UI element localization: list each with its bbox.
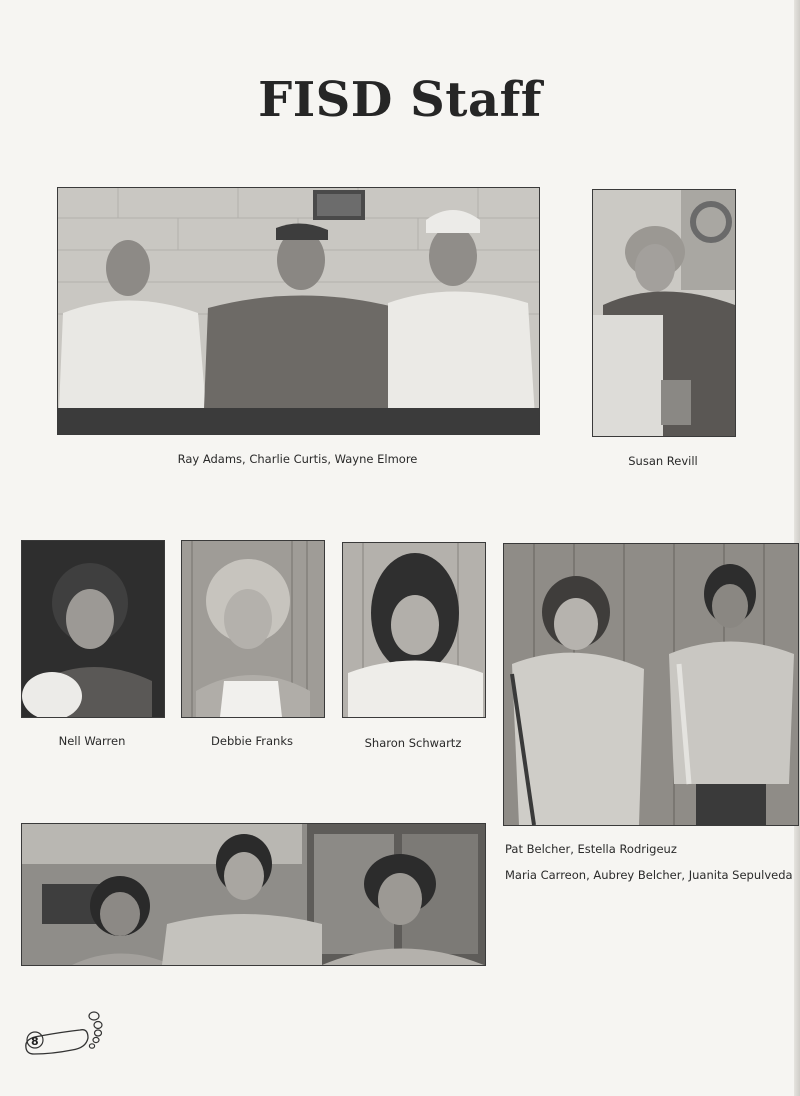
page-title: FISD Staff	[258, 72, 542, 128]
photo-susan-revill	[592, 189, 736, 437]
photo-cafeteria-staff	[21, 823, 486, 966]
photo-debbie-franks	[181, 540, 325, 718]
caption-susan: Susan Revill	[628, 454, 698, 468]
photo-sharon-schwartz	[342, 542, 486, 718]
page-number: 8	[31, 1035, 39, 1048]
caption-sharon: Sharon Schwartz	[364, 736, 462, 750]
page-number-footprint	[22, 1008, 104, 1056]
caption-debbie: Debbie Franks	[211, 734, 293, 748]
caption-custodians: Pat Belcher, Estella Rodrigeuz	[505, 842, 677, 856]
footprint-icon	[22, 1008, 104, 1056]
photo-nell-warren	[21, 540, 165, 718]
caption-nell: Nell Warren	[58, 734, 126, 748]
photo-maintenance-staff	[57, 187, 540, 435]
photo-custodians	[503, 543, 799, 826]
caption-maintenance: Ray Adams, Charlie Curtis, Wayne Elmore	[177, 452, 418, 466]
caption-cafeteria: Maria Carreon, Aubrey Belcher, Juanita Sepulveda	[505, 868, 793, 882]
